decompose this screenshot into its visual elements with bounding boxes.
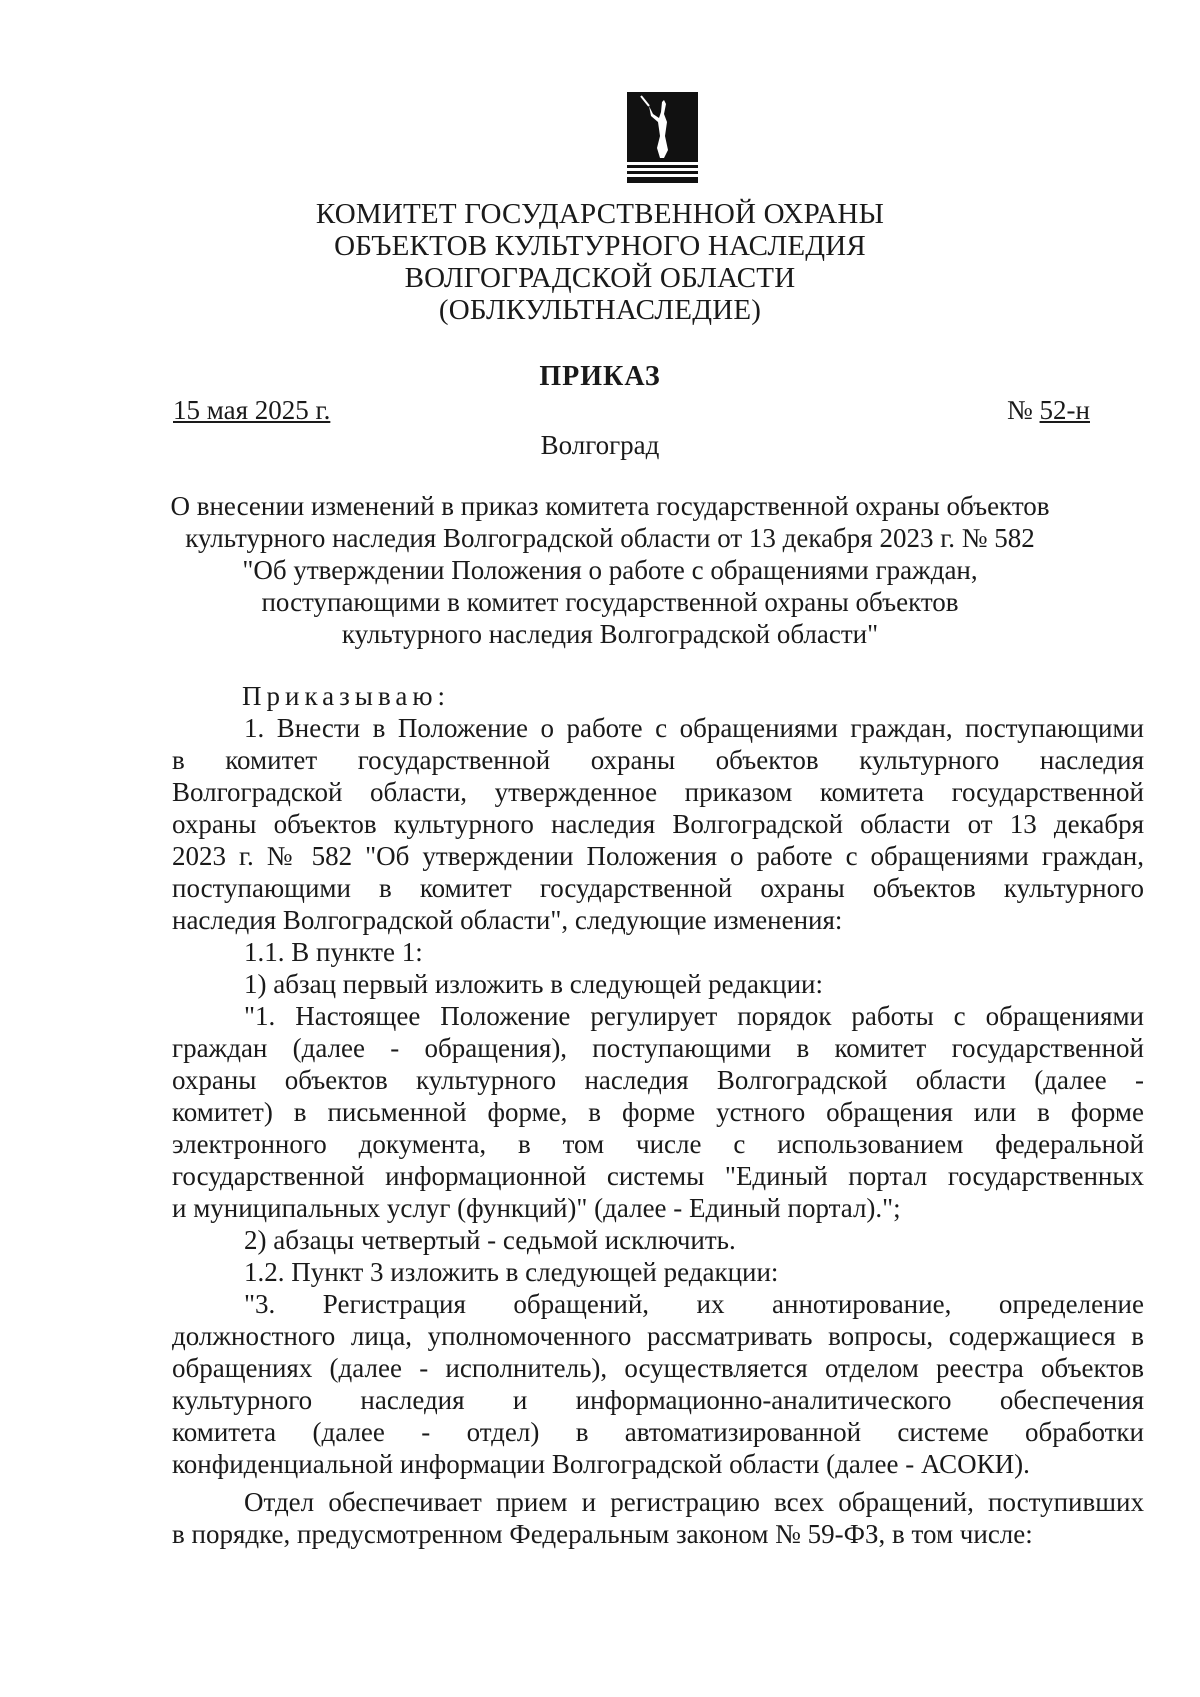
paragraph-line: в комитет государственной охраны объектов культурного наследия	[172, 745, 1144, 775]
document-subject	[150, 490, 1070, 650]
org-line-4: (ОБЛКУЛЬТНАСЛЕДИЕ)	[438, 294, 762, 326]
org-line-1: КОМИТЕТ ГОСУДАРСТВЕННОЙ ОХРАНЫ	[315, 198, 885, 230]
order-word: Приказываю:	[242, 681, 450, 711]
quote-line: обращениях (далее - исполнитель), осуществляется отделом реестра объектов	[172, 1353, 1144, 1383]
paragraph-line: Волгоградской области, утвержденное приказом комитета государственной	[172, 777, 1144, 807]
quote-line: должностного лица, уполномоченного рассматривать вопросы, содержащиеся в	[172, 1321, 1144, 1351]
quote-line: комитет) в письменной форме, в форме устного обращения или в форме	[172, 1097, 1144, 1127]
subject-line: "Об утверждении Положения о работе с обращениями граждан,	[242, 555, 978, 585]
paragraph-line: поступающими в комитет государственной охраны объектов культурного	[172, 873, 1144, 903]
quote-line: "1. Настоящее Положение регулирует порядок работы с обращениями	[244, 1001, 1144, 1031]
document-type-title: ПРИКАЗ	[539, 361, 661, 392]
paragraph-line: наследия Волгоградской области", следующие изменения:	[172, 905, 843, 935]
org-line-2: ОБЪЕКТОВ КУЛЬТУРНОГО НАСЛЕДИЯ	[334, 230, 866, 262]
clause-1-2: 1.2. Пункт 3 изложить в следующей редакции:	[244, 1257, 779, 1287]
coat-of-arms-emblem	[627, 92, 698, 183]
subject-line: культурного наследия Волгоградской области"	[341, 619, 879, 649]
clause-1-1: 1.1. В пункте 1:	[244, 937, 423, 967]
quote-line: конфиденциальной информации Волгоградской области (далее - АСОКИ).	[172, 1449, 1030, 1479]
clause-1-1-item-1: 1) абзац первый изложить в следующей редакции:	[244, 969, 823, 999]
document-city: Волгоград	[540, 430, 660, 460]
number-prefix: №	[1007, 395, 1040, 425]
paragraph-line: Отдел обеспечивает прием и регистрацию всех обращений, поступивших	[244, 1487, 1144, 1517]
number-value: 52-н	[1039, 395, 1090, 425]
organization-name	[150, 198, 1050, 326]
quote-line: комитета (далее - отдел) в автоматизированной системе обработки	[172, 1417, 1144, 1447]
paragraph-line: охраны объектов культурного наследия Волгоградской области от 13 декабря	[172, 809, 1144, 839]
subject-line: О внесении изменений в приказ комитета государственной охраны объектов	[170, 491, 1050, 521]
subject-line: культурного наследия Волгоградской области от 13 декабря 2023 г. № 582	[185, 523, 1035, 553]
paragraph-line: 2023 г. № 582 "Об утверждении Положения о работе с обращениями граждан,	[172, 841, 1144, 871]
document-number	[1007, 395, 1090, 426]
subject-line: поступающими в комитет государственной охраны объектов	[261, 587, 959, 617]
quote-line: государственной информационной системы "Единый портал государственных	[172, 1161, 1144, 1191]
quote-line: и муниципальных услуг (функций)" (далее - Единый портал).";	[172, 1193, 901, 1223]
clause-1-1-item-2: 2) абзацы четвертый - седьмой исключить.	[244, 1225, 736, 1255]
quote-line: культурного наследия и информационно-аналитического обеспечения	[172, 1385, 1144, 1415]
quote-line: граждан (далее - обращения), поступающими в комитет государственной	[172, 1033, 1144, 1063]
quote-line: "3. Регистрация обращений, их аннотирование, определение	[244, 1289, 1144, 1319]
paragraph-line: 1. Внести в Положение о работе с обращениями граждан, поступающими	[244, 713, 1144, 743]
quote-line: охраны объектов культурного наследия Волгоградской области (далее -	[172, 1065, 1144, 1095]
document-body	[172, 680, 1144, 1550]
paragraph-line: в порядке, предусмотренном Федеральным законом № 59-ФЗ, в том числе:	[172, 1519, 1033, 1549]
document-date: 15 мая 2025 г.	[173, 395, 331, 425]
org-line-3: ВОЛГОГРАДСКОЙ ОБЛАСТИ	[404, 262, 796, 294]
quote-line: электронного документа, в том числе с использованием федеральной	[172, 1129, 1144, 1159]
